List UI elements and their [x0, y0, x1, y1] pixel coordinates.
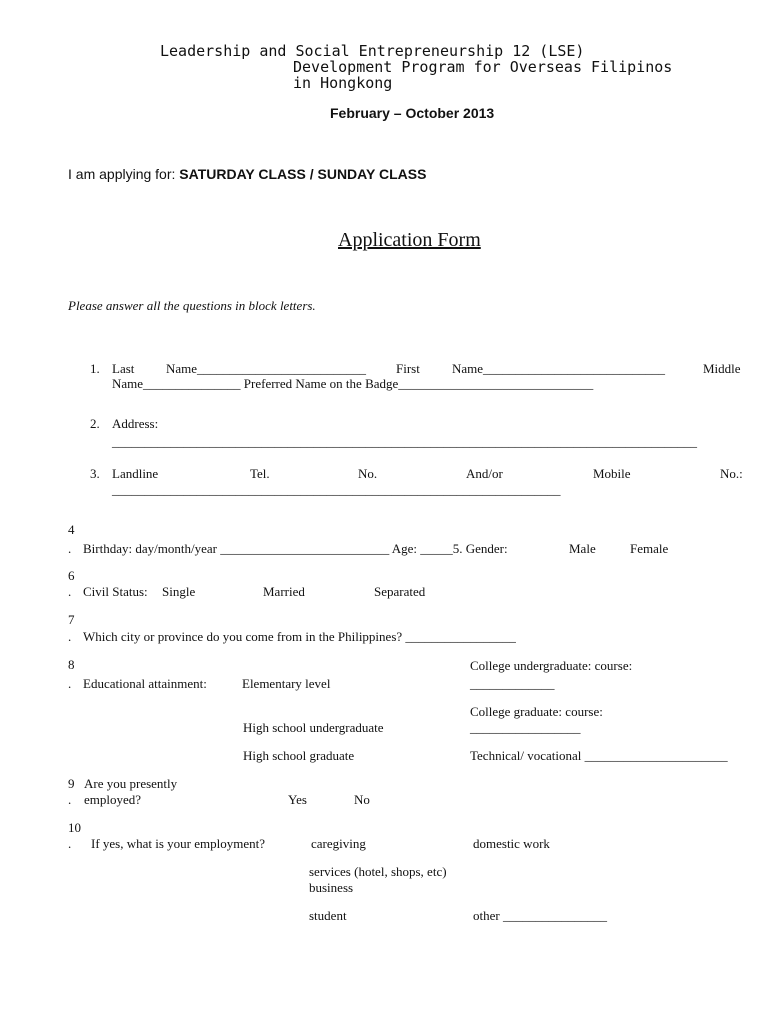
emp-other-field[interactable]: other ________________: [473, 908, 607, 923]
q7-number: 7: [68, 612, 75, 627]
applying-line: [68, 166, 426, 182]
edu-hs-undergrad-option[interactable]: High school undergraduate: [243, 720, 384, 735]
class-options: SATURDAY CLASS / SUNDAY CLASS: [179, 166, 427, 182]
q1-first-label: First: [396, 361, 420, 376]
q2-number: 2.: [90, 416, 100, 431]
employed-no-option[interactable]: No: [354, 792, 370, 807]
q6-number: 6: [68, 568, 75, 583]
q9-number: 9: [68, 776, 75, 791]
q9-dot: .: [68, 792, 72, 807]
q10-employment-label: If yes, what is your employment?: [91, 836, 266, 851]
q9-question-line1: Are you presently: [84, 776, 178, 791]
program-dates: February – October 2013: [330, 105, 495, 121]
civil-married-option[interactable]: Married: [263, 584, 305, 599]
edu-college-grad-course-field[interactable]: _________________: [470, 720, 581, 735]
civil-single-option[interactable]: Single: [162, 584, 196, 599]
q8-education-label: Educational attainment:: [83, 676, 207, 691]
q6-dot: .: [68, 584, 72, 599]
edu-hs-graduate-option[interactable]: High school graduate: [243, 748, 355, 763]
q3-word-andor: And/or: [466, 466, 503, 481]
q3-word-mobile: Mobile: [593, 466, 631, 481]
q3-word-no2: No.:: [720, 466, 743, 481]
q4-dot: .: [68, 541, 72, 556]
q8-number: 8: [68, 657, 75, 672]
q1-number: 1.: [90, 361, 100, 376]
employed-yes-option[interactable]: Yes: [288, 792, 307, 807]
q3-number: 3.: [90, 466, 100, 481]
q3-word-no: No.: [358, 466, 378, 481]
form-title: Application Form: [338, 229, 481, 251]
q1-first-name-field[interactable]: Name____________________________: [452, 361, 666, 376]
program-subtitle: Development Program for Overseas Filipinos: [293, 58, 673, 76]
q4-number: 4: [68, 522, 75, 537]
q3-phone-field[interactable]: _____________________________________________________________________: [112, 482, 561, 497]
q7-dot: .: [68, 629, 72, 644]
gender-male-option[interactable]: Male: [569, 541, 596, 556]
program-location: in Hongkong: [293, 74, 393, 92]
emp-services-option[interactable]: services (hotel, shops, etc): [309, 864, 447, 879]
q8-dot: .: [68, 676, 72, 691]
emp-business-option[interactable]: business: [309, 880, 354, 895]
q4-birthday-age-gender[interactable]: Birthday: day/month/year __________________________ Age: _____5. Gender:: [83, 541, 508, 556]
q10-dot: .: [68, 836, 72, 851]
q7-origin-field[interactable]: Which city or province do you come from in the Philippines? _________________: [83, 629, 516, 644]
q1-middle-badge-fields[interactable]: Name_______________ Preferred Name on the Badge______________________________: [112, 376, 594, 391]
civil-separated-option[interactable]: Separated: [374, 584, 426, 599]
emp-student-option[interactable]: student: [309, 908, 347, 923]
applying-prefix: I am applying for:: [68, 166, 176, 182]
instruction: Please answer all the questions in block letters.: [68, 298, 316, 313]
q6-civil-status-label: Civil Status:: [83, 584, 148, 599]
edu-college-grad-option[interactable]: College graduate: course:: [470, 704, 603, 719]
q2-address-label: Address:: [112, 416, 159, 431]
q10-number: 10: [68, 820, 81, 835]
emp-caregiving-option[interactable]: caregiving: [311, 836, 366, 851]
q1-last-name-field[interactable]: Name__________________________: [166, 361, 367, 376]
q3-word-tel: Tel.: [250, 466, 270, 481]
q2-address-field[interactable]: __________________________________________________________________________________________: [112, 434, 697, 449]
edu-elementary-option[interactable]: Elementary level: [242, 676, 331, 691]
edu-college-undergrad-course-field[interactable]: _____________: [470, 676, 555, 691]
q9-question-line2: employed?: [84, 792, 142, 807]
q1-middle-label: Middle: [703, 361, 741, 376]
q1-last-label: Last: [112, 361, 135, 376]
gender-female-option[interactable]: Female: [630, 541, 669, 556]
edu-technical-field[interactable]: Technical/ vocational ______________________: [470, 748, 728, 763]
edu-college-undergrad-option[interactable]: College undergraduate: course:: [470, 658, 633, 673]
emp-domestic-option[interactable]: domestic work: [473, 836, 550, 851]
q3-word-landline: Landline: [112, 466, 159, 481]
program-title: Leadership and Social Entrepreneurship 12 (LSE): [160, 42, 585, 60]
